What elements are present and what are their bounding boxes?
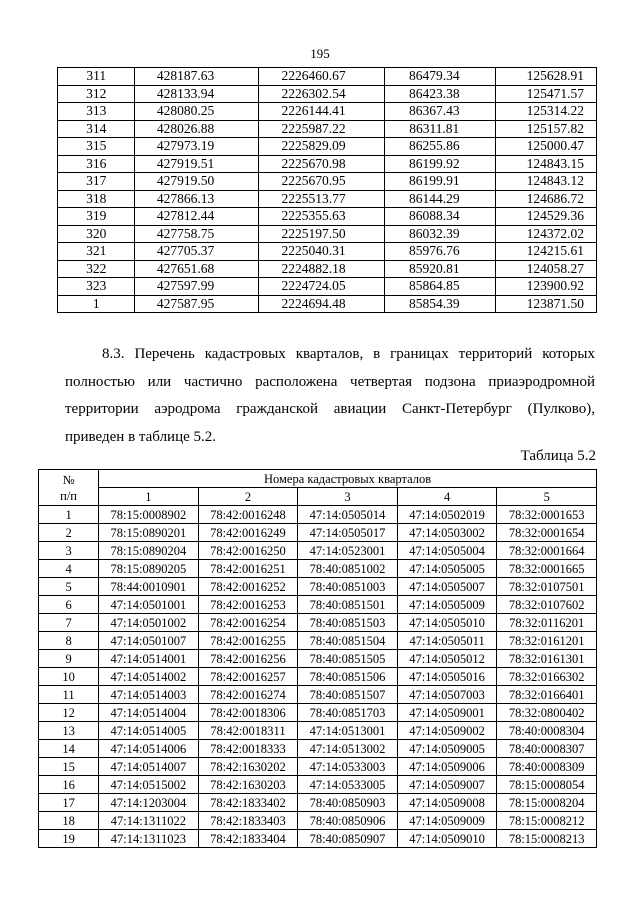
table-cell: 78:32:0116201 — [497, 614, 597, 632]
table-cell: 47:14:0514005 — [99, 722, 199, 740]
page-number: 195 — [310, 46, 330, 61]
cadastral-row — [39, 596, 597, 614]
table-cell: 124843.15 — [496, 155, 597, 173]
table-cell: 47:14:0503002 — [397, 524, 497, 542]
table-cell: 124529.36 — [496, 208, 597, 226]
table-cell: 78:32:0161201 — [497, 632, 597, 650]
table-cell: 86479.34 — [385, 68, 496, 86]
table-cell: 47:14:0513002 — [298, 740, 398, 758]
table-cell: 18 — [39, 812, 99, 830]
coordinates-row — [58, 295, 597, 313]
table-cell: 47:14:0514001 — [99, 650, 199, 668]
table-cell: 2225987.22 — [258, 120, 385, 138]
table-cell: 2224694.48 — [258, 295, 385, 313]
coordinates-row — [58, 225, 597, 243]
table-cell: 47:14:0523001 — [298, 542, 398, 560]
table-cell: 47:14:0501007 — [99, 632, 199, 650]
table-cell: 8 — [39, 632, 99, 650]
table-cell: 2226302.54 — [258, 85, 385, 103]
table-cell: 427973.19 — [135, 138, 258, 156]
table-cell: 428133.94 — [135, 85, 258, 103]
table-cell: 47:14:0505010 — [397, 614, 497, 632]
table-cell: 47:14:0509010 — [397, 830, 497, 848]
cadastral-row — [39, 704, 597, 722]
table-cell: 78:40:0008307 — [497, 740, 597, 758]
cadastral-row — [39, 560, 597, 578]
table-cell: 2225829.09 — [258, 138, 385, 156]
coordinates-row — [58, 103, 597, 121]
table-cell: 78:42:0018311 — [198, 722, 298, 740]
table-cell: 78:40:0851505 — [298, 650, 398, 668]
coordinates-row — [58, 260, 597, 278]
cadastral-quarters-table — [38, 469, 597, 848]
cadastral-row — [39, 632, 597, 650]
table-cell: 47:14:0533005 — [298, 776, 398, 794]
table-cell: 427919.50 — [135, 173, 258, 191]
table-cell: 78:42:0016253 — [198, 596, 298, 614]
coordinates-row — [58, 155, 597, 173]
table-cell: 78:15:0008054 — [497, 776, 597, 794]
table-cell: 319 — [58, 208, 135, 226]
cadastral-row — [39, 524, 597, 542]
table-cell: 5 — [39, 578, 99, 596]
table-cell: 124686.72 — [496, 190, 597, 208]
table-cell: 47:14:0509006 — [397, 758, 497, 776]
table-cell: 47:14:0509007 — [397, 776, 497, 794]
table-cell: 2226460.67 — [258, 68, 385, 86]
table-cell: 47:14:0514002 — [99, 668, 199, 686]
coordinates-table — [57, 67, 597, 313]
table-cell: 124843.12 — [496, 173, 597, 191]
table-cell: 78:40:0850906 — [298, 812, 398, 830]
table-cell: 85864.85 — [385, 278, 496, 296]
table-cell: 2225040.31 — [258, 243, 385, 261]
table-cell: 124372.02 — [496, 225, 597, 243]
table-cell: 13 — [39, 722, 99, 740]
cadastral-row — [39, 812, 597, 830]
table-cell: 2224724.05 — [258, 278, 385, 296]
table-cell: 47:14:1311022 — [99, 812, 199, 830]
table-cell: 427812.44 — [135, 208, 258, 226]
table-cell: 125157.82 — [496, 120, 597, 138]
table-cell: 78:42:0016248 — [198, 506, 298, 524]
coordinates-row — [58, 138, 597, 156]
index-header-line2: п/п — [60, 488, 77, 503]
table-cell: 47:14:0509005 — [397, 740, 497, 758]
table-cell: 47:14:0502019 — [397, 506, 497, 524]
table-cell: 427866.13 — [135, 190, 258, 208]
table-cell: 125628.91 — [496, 68, 597, 86]
table-cell: 47:14:0514006 — [99, 740, 199, 758]
table-cell: 86255.86 — [385, 138, 496, 156]
table-cell: 78:15:0890204 — [99, 542, 199, 560]
table-cell: 47:14:0513001 — [298, 722, 398, 740]
coordinates-row — [58, 190, 597, 208]
table-cell: 427758.75 — [135, 225, 258, 243]
table-caption: Таблица 5.2 — [520, 448, 596, 464]
table-cell: 78:40:0851002 — [298, 560, 398, 578]
table-cell: 323 — [58, 278, 135, 296]
table-cell: 320 — [58, 225, 135, 243]
table-cell: 78:40:0850903 — [298, 794, 398, 812]
table-cell: 78:42:0016274 — [198, 686, 298, 704]
table-cell: 78:42:1833404 — [198, 830, 298, 848]
table-cell: 125471.57 — [496, 85, 597, 103]
table-cell: 2224882.18 — [258, 260, 385, 278]
table-cell: 78:42:0018306 — [198, 704, 298, 722]
table-cell: 78:40:0008309 — [497, 758, 597, 776]
cadastral-row — [39, 668, 597, 686]
column-number: 1 — [99, 488, 199, 506]
table-cell: 78:15:0008213 — [497, 830, 597, 848]
table-cell: 47:14:0505016 — [397, 668, 497, 686]
table-cell: 2225670.98 — [258, 155, 385, 173]
table-cell: 78:32:0001653 — [497, 506, 597, 524]
table-cell: 47:14:0505004 — [397, 542, 497, 560]
cadastral-row — [39, 722, 597, 740]
table-cell: 47:14:0514003 — [99, 686, 199, 704]
table-cell: 86311.81 — [385, 120, 496, 138]
table-cell: 9 — [39, 650, 99, 668]
table-cell: 47:14:1203004 — [99, 794, 199, 812]
table-cell: 78:40:0850907 — [298, 830, 398, 848]
table-cell: 78:42:1630202 — [198, 758, 298, 776]
cadastral-row — [39, 542, 597, 560]
table-cell: 322 — [58, 260, 135, 278]
table-cell: 47:14:0505014 — [298, 506, 398, 524]
table-cell: 47:14:0514007 — [99, 758, 199, 776]
table-cell: 124215.61 — [496, 243, 597, 261]
table-cell: 78:42:1833402 — [198, 794, 298, 812]
table-cell: 78:40:0851703 — [298, 704, 398, 722]
table-cell: 47:14:0515002 — [99, 776, 199, 794]
table-cell: 315 — [58, 138, 135, 156]
cadastral-row — [39, 686, 597, 704]
table-cell: 311 — [58, 68, 135, 86]
table-cell: 3 — [39, 542, 99, 560]
table-cell: 78:42:0016252 — [198, 578, 298, 596]
cadastral-row — [39, 614, 597, 632]
table-cell: 7 — [39, 614, 99, 632]
table-cell: 2226144.41 — [258, 103, 385, 121]
table-cell: 78:42:0016255 — [198, 632, 298, 650]
table-cell: 78:15:0008212 — [497, 812, 597, 830]
table-cell: 47:14:0505011 — [397, 632, 497, 650]
table-cell: 16 — [39, 776, 99, 794]
coordinates-row — [58, 243, 597, 261]
table-cell: 14 — [39, 740, 99, 758]
table-cell: 19 — [39, 830, 99, 848]
table-cell: 78:42:0016257 — [198, 668, 298, 686]
table-cell: 47:14:0501002 — [99, 614, 199, 632]
cadastral-row — [39, 506, 597, 524]
table-cell: 78:42:1833403 — [198, 812, 298, 830]
table-cell: 86199.91 — [385, 173, 496, 191]
cadastral-row — [39, 830, 597, 848]
table-cell: 47:14:0505005 — [397, 560, 497, 578]
table-cell: 2225513.77 — [258, 190, 385, 208]
table-cell: 78:44:0010901 — [99, 578, 199, 596]
table-cell: 78:42:0018333 — [198, 740, 298, 758]
table-cell: 125000.47 — [496, 138, 597, 156]
table-cell: 2225355.63 — [258, 208, 385, 226]
table-cell: 78:40:0851506 — [298, 668, 398, 686]
paragraph-8-3 — [65, 341, 595, 451]
table-cell: 78:40:0851507 — [298, 686, 398, 704]
paragraph-line: приведен в таблице 5.2. — [65, 428, 217, 445]
table-cell: 47:14:0507003 — [397, 686, 497, 704]
column-numbers-row — [39, 488, 597, 506]
table-cell: 427919.51 — [135, 155, 258, 173]
table-cell: 78:40:0851003 — [298, 578, 398, 596]
table-cell: 427705.37 — [135, 243, 258, 261]
table-cell: 78:32:0166401 — [497, 686, 597, 704]
table-header-row — [39, 470, 597, 488]
table-cell: 78:32:0001664 — [497, 542, 597, 560]
table-cell: 47:14:0505007 — [397, 578, 497, 596]
table-cell: 86423.38 — [385, 85, 496, 103]
table-cell: 78:32:0107501 — [497, 578, 597, 596]
table-cell: 427597.99 — [135, 278, 258, 296]
table-cell: 86144.29 — [385, 190, 496, 208]
table-cell: 47:14:0509009 — [397, 812, 497, 830]
coordinates-row — [58, 120, 597, 138]
table-cell: 78:42:0016250 — [198, 542, 298, 560]
table-cell: 316 — [58, 155, 135, 173]
table-cell: 123900.92 — [496, 278, 597, 296]
table-cell: 78:40:0851504 — [298, 632, 398, 650]
table-cell: 86199.92 — [385, 155, 496, 173]
column-number: 3 — [298, 488, 398, 506]
table-cell: 78:15:0890205 — [99, 560, 199, 578]
column-number: 4 — [397, 488, 497, 506]
paragraph-line: территории аэродрома гражданской авиации Санкт-Петербург (Пулково), — [65, 401, 595, 417]
table-cell: 125314.22 — [496, 103, 597, 121]
table-cell: 428080.25 — [135, 103, 258, 121]
cadastral-row — [39, 578, 597, 596]
table-cell: 15 — [39, 758, 99, 776]
table-cell: 10 — [39, 668, 99, 686]
table-cell: 47:14:0505017 — [298, 524, 398, 542]
table-cell: 12 — [39, 704, 99, 722]
table-cell: 78:32:0161301 — [497, 650, 597, 668]
table-cell: 124058.27 — [496, 260, 597, 278]
table-cell: 78:15:0008204 — [497, 794, 597, 812]
table-cell: 2 — [39, 524, 99, 542]
column-number: 2 — [198, 488, 298, 506]
table-cell: 1 — [58, 295, 135, 313]
table-cell: 47:14:0533003 — [298, 758, 398, 776]
index-header — [39, 470, 99, 506]
coordinates-row — [58, 278, 597, 296]
table-cell: 86367.43 — [385, 103, 496, 121]
table-cell: 427651.68 — [135, 260, 258, 278]
table-cell: 47:14:0514004 — [99, 704, 199, 722]
table-cell: 78:32:0001654 — [497, 524, 597, 542]
table-cell: 78:32:0800402 — [497, 704, 597, 722]
table-cell: 314 — [58, 120, 135, 138]
table-cell: 312 — [58, 85, 135, 103]
table-cell: 318 — [58, 190, 135, 208]
table-cell: 428187.63 — [135, 68, 258, 86]
table-cell: 47:14:0505009 — [397, 596, 497, 614]
table-cell: 78:42:0016249 — [198, 524, 298, 542]
table-cell: 78:15:0008902 — [99, 506, 199, 524]
table-cell: 123871.50 — [496, 295, 597, 313]
table-cell: 47:14:1311023 — [99, 830, 199, 848]
table-cell: 47:14:0509002 — [397, 722, 497, 740]
table-cell: 78:32:0107602 — [497, 596, 597, 614]
column-number: 5 — [497, 488, 597, 506]
table-cell: 78:42:0016256 — [198, 650, 298, 668]
cadastral-row — [39, 758, 597, 776]
table-cell: 78:42:0016251 — [198, 560, 298, 578]
table-cell: 85976.76 — [385, 243, 496, 261]
table-cell: 85920.81 — [385, 260, 496, 278]
table-cell: 78:42:0016254 — [198, 614, 298, 632]
table-cell: 17 — [39, 794, 99, 812]
table-cell: 4 — [39, 560, 99, 578]
table-cell: 78:40:0008304 — [497, 722, 597, 740]
table-cell: 321 — [58, 243, 135, 261]
table-cell: 2225197.50 — [258, 225, 385, 243]
coordinates-row — [58, 173, 597, 191]
table-cell: 78:40:0851501 — [298, 596, 398, 614]
table-cell: 78:15:0890201 — [99, 524, 199, 542]
cadastral-row — [39, 794, 597, 812]
table-cell: 78:42:1630203 — [198, 776, 298, 794]
table-cell: 86088.34 — [385, 208, 496, 226]
table-cell: 78:40:0851503 — [298, 614, 398, 632]
table-cell: 78:32:0166302 — [497, 668, 597, 686]
table-cell: 78:32:0001665 — [497, 560, 597, 578]
coordinates-row — [58, 68, 597, 86]
table-cell: 6 — [39, 596, 99, 614]
table-cell: 85854.39 — [385, 295, 496, 313]
table-cell: 47:14:0509008 — [397, 794, 497, 812]
coordinates-row — [58, 85, 597, 103]
table-cell: 313 — [58, 103, 135, 121]
cadastral-row — [39, 650, 597, 668]
table-cell: 2225670.95 — [258, 173, 385, 191]
coordinates-row — [58, 208, 597, 226]
table-cell: 11 — [39, 686, 99, 704]
index-header-line1: № — [62, 472, 75, 487]
table-cell: 47:14:0509001 — [397, 704, 497, 722]
cadastral-row — [39, 740, 597, 758]
table-cell: 317 — [58, 173, 135, 191]
table-cell: 427587.95 — [135, 295, 258, 313]
table-cell: 428026.88 — [135, 120, 258, 138]
paragraph-line: 8.3. Перечень кадастровых кварталов, в границах территорий которых — [102, 346, 595, 362]
table-cell: 47:14:0505012 — [397, 650, 497, 668]
cadastral-row — [39, 776, 597, 794]
group-header: Номера кадастровых кварталов — [99, 470, 597, 488]
paragraph-line: полностью или частично расположена четвертая подзона приаэродромной — [65, 373, 595, 390]
table-cell: 1 — [39, 506, 99, 524]
table-cell: 47:14:0501001 — [99, 596, 199, 614]
table-cell: 86032.39 — [385, 225, 496, 243]
